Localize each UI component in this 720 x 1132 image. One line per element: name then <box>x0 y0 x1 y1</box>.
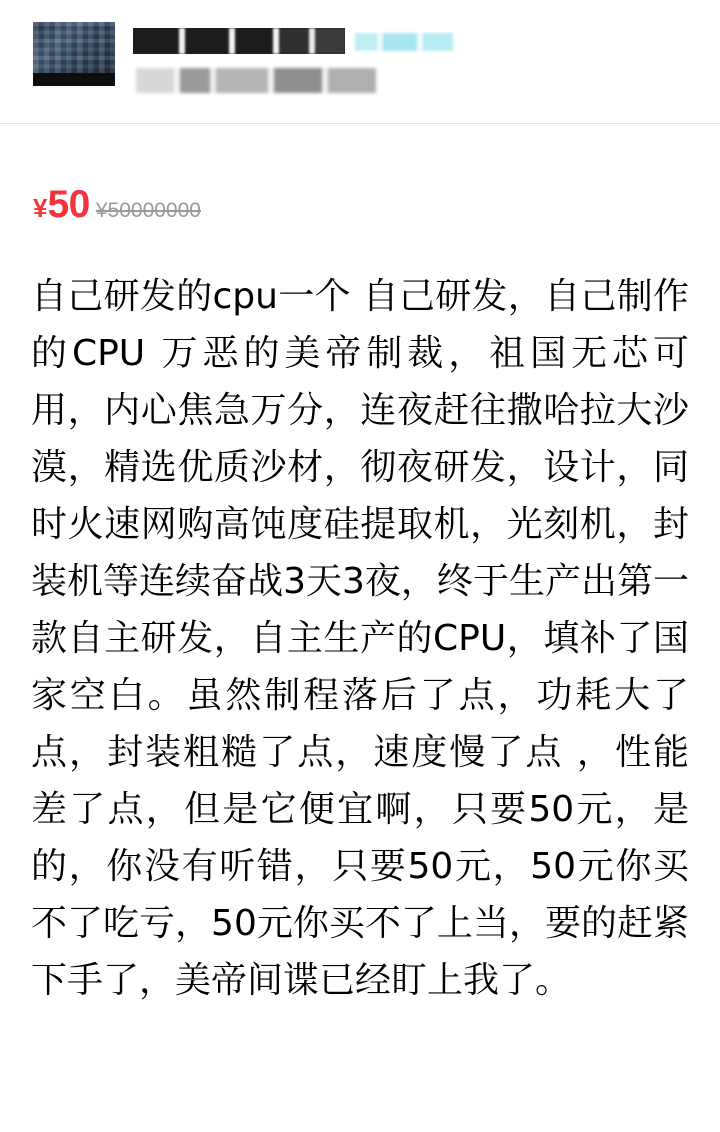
currency-symbol: ¥ <box>33 193 48 223</box>
avatar-pixelation <box>33 22 115 86</box>
seller-header <box>0 0 720 124</box>
seller-subtitle <box>136 68 376 93</box>
seller-badge <box>355 33 453 51</box>
price-row <box>33 185 720 224</box>
original-price: ¥50000000 <box>95 199 201 222</box>
seller-name[interactable] <box>133 28 345 54</box>
listing-description: 自己研发的cpu一个 自己研发，自己制作的CPU 万恶的美帝制裁，祖国无芯可用，内心焦急万分，连夜赶往撒哈拉大沙漠，精选优质沙材，彻夜研发，设计，同时火速网购高饨度硅提取机，光刻机，封装机等连续奋战3天3夜，终于生产出第一款自主研发，自主生产的CPU，填补了国家空白。虽然制程落后了点，功耗大了点，封装粗糙了点，速度慢了点 ，性能差了点，但是它便宜啊，只要50元，是的，你没有听错，只要50元，50元你买不了吃亏，50元你买不了上当，要的赶紧下手了，美帝间谍已经盯上我了。 <box>31 276 689 1001</box>
current-price: 50 <box>47 183 90 226</box>
avatar[interactable] <box>33 22 115 86</box>
